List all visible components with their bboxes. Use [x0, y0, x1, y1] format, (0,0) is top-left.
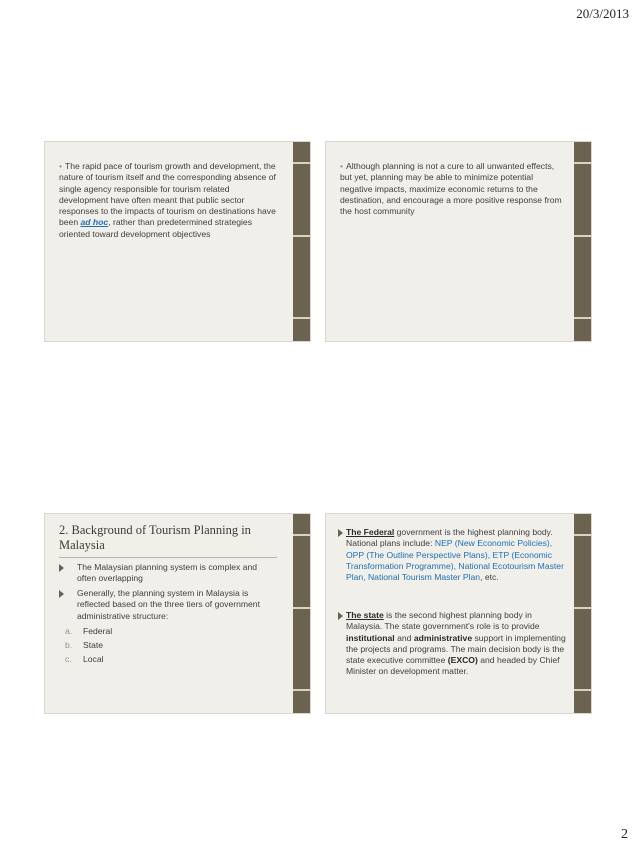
arrow-bullet-icon — [59, 590, 64, 598]
arrow-bullet-icon — [338, 529, 343, 537]
slide-2-body — [340, 161, 564, 217]
slide-1-text-end: , rather than predetermined strategies oriented toward development objectives — [59, 217, 253, 239]
header-date: 20/3/2013 — [576, 6, 629, 21]
bullet-dot: • — [340, 161, 344, 171]
slide-2 — [325, 141, 592, 342]
tier-item: b. State — [65, 640, 104, 650]
tier-list — [65, 624, 112, 666]
tier-item: c. Local — [65, 654, 104, 664]
slide-3-bullet-1 — [59, 562, 274, 585]
slide-3-bullet-2 — [59, 588, 274, 622]
bullet-1-text: The Malaysian planning system is complex and often overlapping — [77, 562, 258, 584]
slide-1-body — [59, 161, 281, 240]
page-number: 2 — [621, 827, 628, 842]
arrow-bullet-icon — [59, 564, 64, 572]
slide-side-bar — [293, 514, 310, 713]
state-paragraph: The state is the second highest planning body in Malaysia. The state government's role is to provide institutional and administrative support in implementing the projects and programs. The main decision body is the state executive committee (EXCO) and headed by Chief Minister on development matter. — [338, 610, 566, 678]
national-plans-list: NEP (New Economic Policies), OPP (The Outline Perspective Plans), ETP (Economic Transformation Programme), National Ecotourism Master Plan, National Tourism Master Plan — [346, 538, 564, 583]
slide-1-text: The rapid pace of tourism growth and development, the nature of tourism itself and the corresponding absence of single agency responsible for tourism related development have often meant that public sector responses to the impacts of tourism on destinations have been — [59, 161, 276, 228]
slide-1 — [44, 141, 311, 342]
title-divider — [59, 557, 277, 558]
federal-lead: The Federal — [346, 527, 395, 537]
slide-side-bar — [293, 142, 310, 341]
slide-4 — [325, 513, 592, 714]
ad-hoc-emphasis: ad hoc — [80, 217, 109, 228]
slide-3-title: 2. Background of Tourism Planning in Malaysia — [59, 523, 251, 552]
bullet-2-text: Generally, the planning system in Malaysia is reflected based on the three tiers of government administrative structure: — [77, 588, 260, 621]
federal-paragraph: The Federal government is the highest planning body. National plans include: NEP (New Economic Policies), OPP (The Outline Perspective Plans), ETP (Economic Transformation Programme), National Ecotourism Master Plan, National Tourism Master Plan, etc. — [338, 527, 566, 583]
slide-2-text: Although planning is not a cure to all unwanted effects, but yet, planning may be able to minimize potential negative impacts, maximize economic returns to the destination, and encourage a more positive response from the host community — [340, 161, 562, 217]
state-lead: The state — [346, 610, 384, 620]
slide-side-bar — [574, 142, 591, 341]
arrow-bullet-icon — [338, 612, 343, 620]
bullet-dot: • — [59, 161, 63, 171]
tier-item: a. Federal — [65, 626, 113, 636]
slide-side-bar — [574, 514, 591, 713]
slide-3 — [44, 513, 311, 714]
